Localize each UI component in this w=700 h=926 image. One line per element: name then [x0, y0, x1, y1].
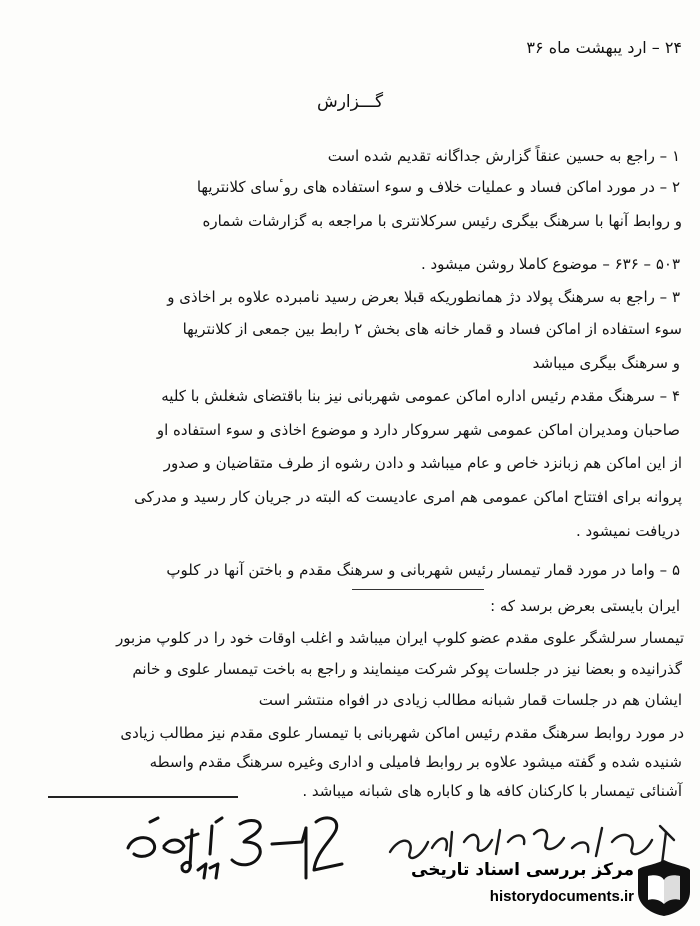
handwritten-underline — [352, 589, 484, 590]
watermark-site: historydocuments.ir — [489, 888, 634, 905]
report-line-11: پروانه برای افتتاح اماکن عمومی هم امری عادیست که البته در جریان کار رسید و مدرکی — [134, 488, 682, 506]
report-line-8: ۴ – سرهنگ مقدم رئیس اداره اماکن عمومی شهربانی نیز بنا باقتضای شغلش با کلیه — [161, 387, 680, 405]
watermark-name: مرکز بررسی اسناد تاریخی — [411, 860, 634, 880]
report-line-2: ۲ – در مورد اماکن فساد و عملیات خلاف و سوء استفاده های روٴسای کلانتریها — [196, 178, 680, 196]
archive-watermark — [411, 854, 696, 922]
report-line-19: شنیده شده و گفته میشود علاوه بر روابط فامیلی و اداری وغیره سرهنگ مقدم واسطه — [149, 753, 682, 771]
report-line-13: ۵ – واما در مورد قمار تیمسار رئیس شهربانی و سرهنگ مقدم و باختن آنها در کلوپ — [166, 561, 680, 579]
report-line-10: از این اماکن هم زبانزد خاص و عام میباشد و دادن رشوه از طرف متقاضیان و صدور — [163, 454, 682, 472]
report-line-6: سوء استفاده از اماکن فساد و قمار خانه های بخش ۲ رابط بین جمعی از کلانتریها — [182, 320, 682, 338]
separator-rule — [48, 796, 238, 798]
handwritten-archive-note — [120, 808, 350, 888]
report-line-4: ۵۰۳ – ۶۳۶ – موضوع کاملا روشن میشود . — [420, 255, 680, 273]
document-title: گـــزارش — [316, 92, 384, 112]
book-shield-icon — [636, 858, 692, 918]
report-line-9: صاحبان ومدیران اماکن عمومی شهر سروکار دارد و موضوع اخاذی و سوء استفاده او — [156, 421, 680, 439]
document-date: ۲۴ – ارد یبهشت ماه ۳۶ — [526, 38, 682, 57]
report-line-1: ۱ – راجع به حسین عنقاً گزارش جداگانه تقدیم شده است — [327, 147, 680, 165]
report-line-16: گذرانیده و بعضا نیز در جلسات پوکر شرکت مینمایند و راجع به باخت تیمسار علوی و خانم — [132, 660, 682, 678]
report-line-14: ایران بایستی بعرض برسد که : — [490, 597, 680, 615]
report-line-20: آشنائی تیمسار با کارکنان کافه ها و کاباره های شبانه میباشد . — [302, 782, 682, 800]
report-line-5: ۳ – راجع به سرهنگ پولاد دژ همانطوریکه قبلا بعرض رسید نامبرده علاوه بر اخاذی و — [167, 288, 680, 306]
report-line-3: و روابط آنها با سرهنگ بیگری رئیس سرکلانتری با مراجعه به گزارشات شماره — [202, 212, 682, 230]
report-line-15: تیمسار سرلشگر علوی مقدم عضو کلوپ ایران میباشد و اغلب اوقات خود را در کلوپ مزبور — [116, 629, 684, 647]
report-line-18: در مورد روابط سرهنگ مقدم رئیس اماکن شهربانی با تیمسار علوی مقدم نیز مطالب زیادی — [120, 724, 684, 742]
report-line-17: ایشان هم در جلسات قمار شبانه مطالب زیادی در افواه منتشر است — [258, 691, 682, 709]
report-line-12: دریافت نمیشود . — [575, 522, 680, 540]
report-line-7: و سرهنگ بیگری میباشد — [532, 354, 680, 372]
